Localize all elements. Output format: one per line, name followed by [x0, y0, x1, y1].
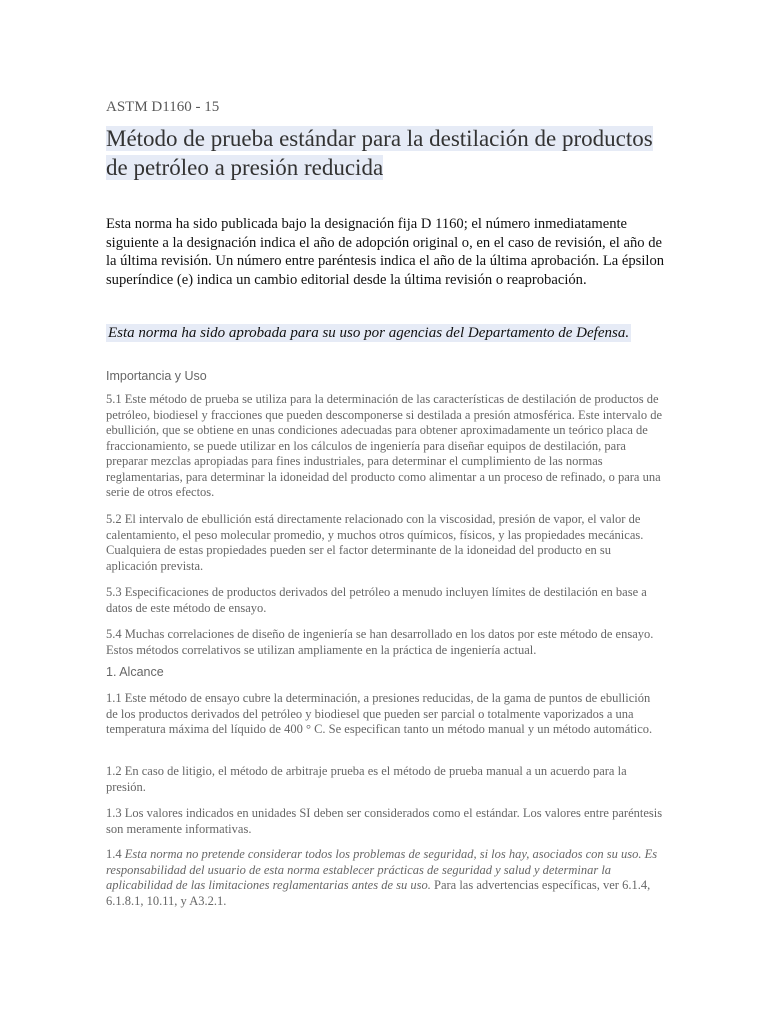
- approval-note: [106, 323, 631, 343]
- paragraph-1-2: 1.2 En caso de litigio, el método de arbitraje prueba es el método de prueba manual a un acuerdo para la presión.: [106, 764, 627, 794]
- document-title: [106, 124, 666, 182]
- paragraph-5-2: 5.2 El intervalo de ebullición está directamente relacionado con la viscosidad, presión de vapor, el valor de calentamiento, el peso molecular promedio, y muchos otros químicos, físicos, y las propiedades mecánicas. Cualquiera de estas propiedades pueden ser el factor determinante de la idoneidad del producto en su aplicación prevista.: [106, 512, 644, 573]
- paragraph-1-4-references: Para las advertencias específicas, ver 6.1.4, 6.1.8.1, 10.11, y A3.2.1.: [106, 878, 651, 908]
- paragraph-5-4: 5.4 Muchas correlaciones de diseño de ingeniería se han desarrollado en los datos por este método de ensayo. Estos métodos correlativos se utilizan ampliamente en la práctica de ingeniería actual.: [106, 627, 654, 657]
- intro-paragraph: Esta norma ha sido publicada bajo la designación fija D 1160; el número inmediatamente siguiente a la designación indica el año de adopción original o, en el caso de revisión, el año de la última revisión. Un número entre paréntesis indica el año de la última aprobación. La épsilon superíndice (e) indica un cambio editorial desde la última revisión o reaprobación.: [106, 216, 665, 288]
- standard-code: ASTM D1160 - 15: [106, 99, 220, 115]
- paragraph-1-4-safety-note: Esta norma no pretende considerar todos los problemas de seguridad, si los hay, asociados con su uso. Es responsabilidad del usuario de esta norma establecer prácticas de seguridad y salud y determinar la aplicabilidad de las limitaciones reglamentarias antes de su uso.: [106, 847, 658, 892]
- paragraph-5-3: 5.3 Especificaciones de productos derivados del petróleo a menudo incluyen límites de destilación en base a datos de este método de ensayo.: [106, 585, 647, 615]
- document-title-text: Método de prueba estándar para la destilación de productos de petróleo a presión reducida: [106, 126, 653, 180]
- paragraph-1-4-number: 1.4: [106, 847, 125, 861]
- paragraph-1-1: 1.1 Este método de ensayo cubre la determinación, a presiones reducidas, de la gama de puntos de ebullición de los productos derivados del petróleo y biodiesel que pueden ser parcial o totalmente vaporizados a una temperatura máxima del líquido de 400 ° C. Se especifican tanto un método manual y un método automático.: [106, 691, 653, 736]
- approval-note-text: Esta norma ha sido aprobada para su uso por agencias del Departamento de Defensa.: [108, 325, 630, 341]
- paragraph-1-4: [106, 847, 664, 909]
- paragraph-5-1: 5.1 Este método de prueba se utiliza para la determinación de las características de destilación de productos de petróleo, biodiesel y fracciones que pueden descomponerse si destilada a presión atmosférica. Este intervalo de ebullición, que se obtiene en unas condiciones adecuadas para obtener aproximadamente un teórico placa de fraccionamiento, se puede utilizar en los cálculos de ingeniería para diseñar equipos de destilación, para preparar mezclas apropiadas para fines industriales, para determinar el cumplimiento de las normas reglamentarias, para determinar la idoneidad del producto como alimentar a un proceso de refinado, o para una serie de otros efectos.: [106, 392, 663, 499]
- section-heading-importance: Importancia y Uso: [106, 369, 207, 383]
- paragraph-1-3: 1.3 Los valores indicados en unidades SI deben ser considerados como el estándar. Los valores entre paréntesis son meramente informativas.: [106, 806, 663, 836]
- section-heading-scope: 1. Alcance: [106, 665, 164, 679]
